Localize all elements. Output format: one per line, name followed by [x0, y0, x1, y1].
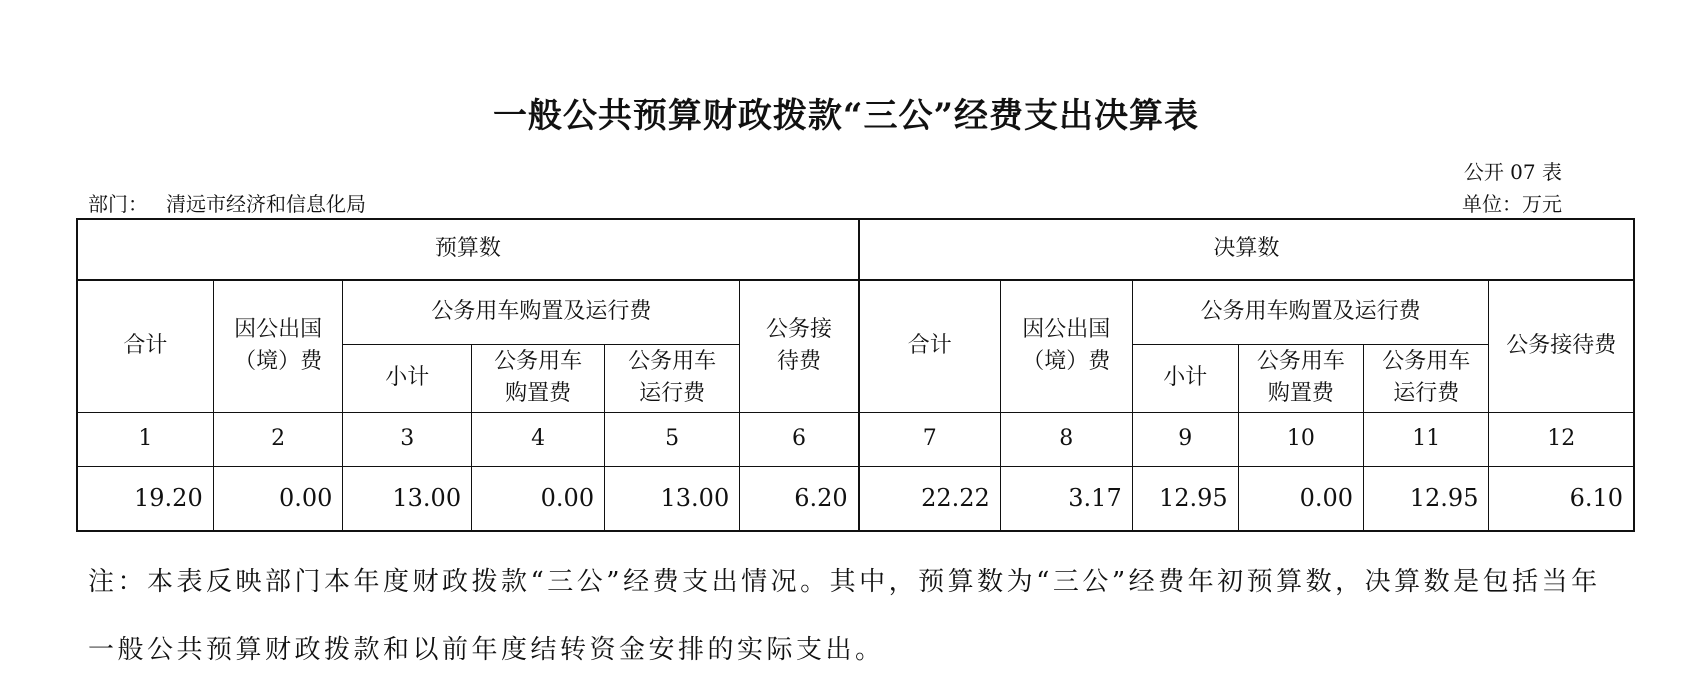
final-reception-value: 6.10 [1489, 466, 1634, 531]
final-vehicle-run-value: 12.95 [1364, 466, 1489, 531]
form-number: 公开 07 表 [1463, 160, 1562, 184]
three-public-expense-table [76, 218, 1635, 532]
budget-subtotal-value: 13.00 [343, 466, 472, 531]
department [88, 188, 366, 217]
final-total-header: 合计 [859, 280, 1001, 413]
budget-vehicle-buy-value: 0.00 [472, 466, 605, 531]
budget-vehicle-run-header: 公务用车 运行费 [605, 344, 740, 412]
column-number: 9 [1132, 412, 1238, 466]
budget-vehicle-group-header: 公务用车购置及运行费 [343, 280, 740, 345]
column-number: 8 [1000, 412, 1132, 466]
final-abroad-header: 因公出国 （境）费 [1000, 280, 1132, 413]
budget-group-header: 预算数 [77, 219, 859, 280]
department-name: 清远市经济和信息化局 [166, 192, 366, 216]
page-title: 一般公共预算财政拨款“三公”经费支出决算表 [492, 96, 1200, 136]
column-number: 3 [343, 412, 472, 466]
budget-total-value: 19.20 [77, 466, 213, 531]
column-number: 10 [1238, 412, 1363, 466]
final-subtotal-value: 12.95 [1132, 466, 1238, 531]
column-number: 12 [1489, 412, 1634, 466]
budget-vehicle-buy-header: 公务用车 购置费 [472, 344, 605, 412]
column-number: 11 [1364, 412, 1489, 466]
final-abroad-value: 3.17 [1000, 466, 1132, 531]
column-number: 2 [213, 412, 343, 466]
department-label: 部门： [88, 192, 148, 216]
budget-reception-value: 6.20 [740, 466, 859, 531]
budget-vehicle-run-value: 13.00 [605, 466, 740, 531]
budget-subtotal-header: 小计 [343, 344, 472, 412]
final-vehicle-group-header: 公务用车购置及运行费 [1132, 280, 1489, 345]
unit-label: 单位：万元 [1462, 192, 1562, 216]
column-number: 4 [472, 412, 605, 466]
final-vehicle-run-header: 公务用车 运行费 [1364, 344, 1489, 412]
column-number: 1 [77, 412, 213, 466]
final-vehicle-buy-header: 公务用车 购置费 [1238, 344, 1363, 412]
column-number: 5 [605, 412, 740, 466]
column-number: 7 [859, 412, 1001, 466]
budget-abroad-header: 因公出国 （境）费 [213, 280, 343, 413]
final-reception-header: 公务接待费 [1489, 280, 1634, 413]
final-subtotal-header: 小计 [1132, 344, 1238, 412]
budget-abroad-value: 0.00 [213, 466, 343, 531]
final-group-header: 决算数 [859, 219, 1634, 280]
final-total-value: 22.22 [859, 466, 1001, 531]
budget-total-header: 合计 [77, 280, 213, 413]
table-note: 注：本表反映部门本年度财政拨款“三公”经费支出情况。其中，预算数为“三公”经费年初预算数，决算数是包括当年一般公共预算财政拨款和以前年度结转资金安排的实际支出。 [88, 567, 1601, 665]
column-number: 6 [740, 412, 859, 466]
budget-reception-header: 公务接 待费 [740, 280, 859, 413]
final-vehicle-buy-value: 0.00 [1238, 466, 1363, 531]
